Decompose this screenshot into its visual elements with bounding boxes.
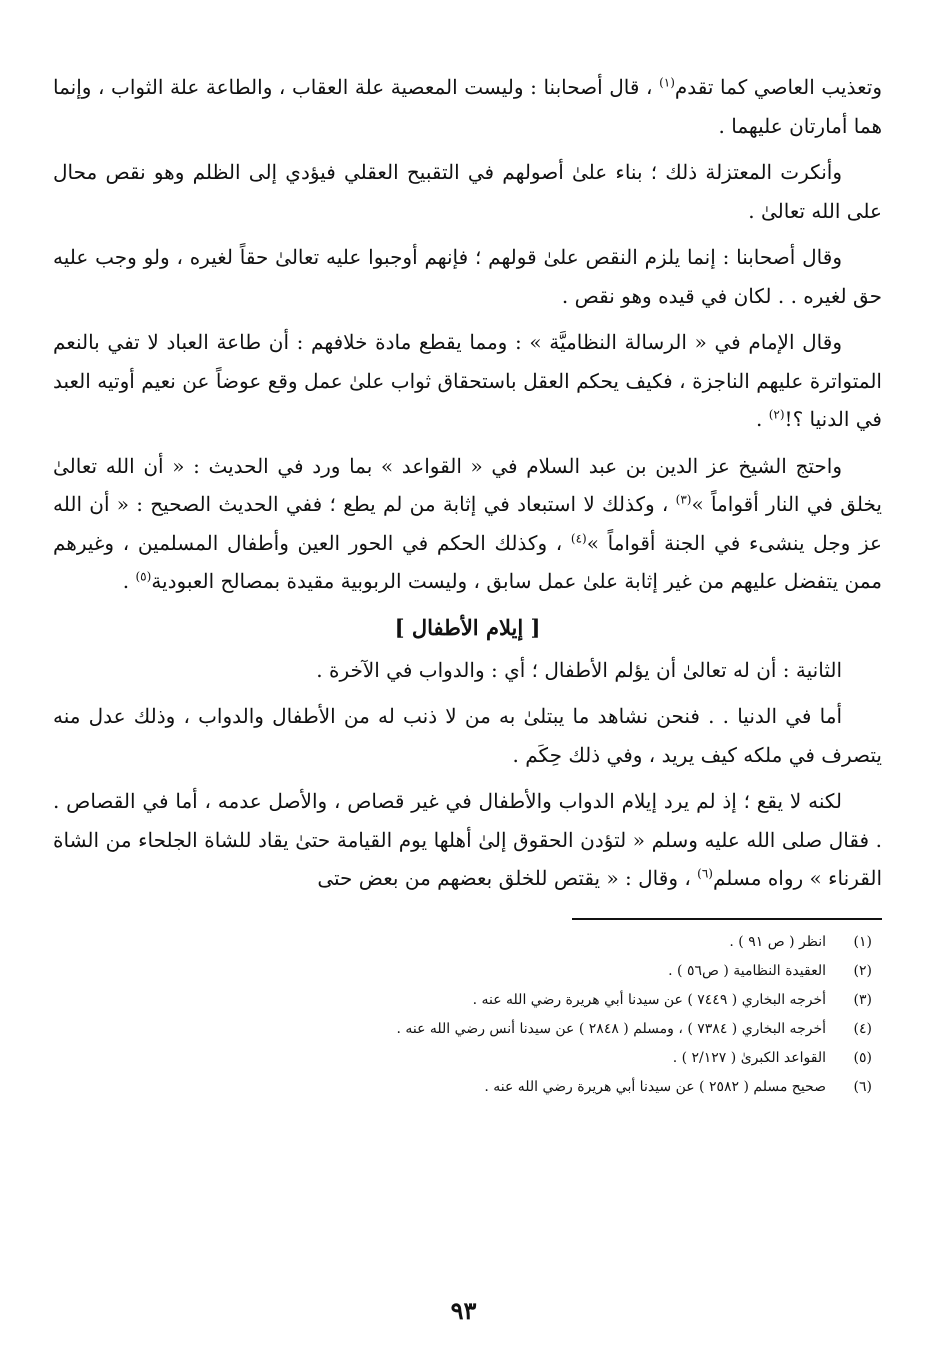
paragraph — [53, 323, 882, 439]
footnote-ref: (٥) — [135, 569, 152, 584]
footnote-item — [53, 957, 882, 986]
paragraph-text: ، وقال : « يقتص للخلق بعضهم من بعض حتى — [317, 866, 698, 890]
footnote-item — [53, 928, 882, 957]
paragraph-text: ، قال أصحابنا : وليست المعصية علة العقاب ، والطاعة علة الثواب ، وإنما هما أمارتان عليهما . — [53, 75, 882, 138]
footnote-number: (٤) — [853, 1020, 872, 1037]
footnote-item — [53, 986, 882, 1015]
footnote-text: انظر ( ص ٩١ ) . — [729, 933, 826, 950]
paragraph — [53, 238, 882, 315]
footnote-item — [53, 1044, 882, 1073]
footnote-ref: (٣) — [675, 492, 692, 507]
paragraph — [53, 68, 882, 145]
paragraph-text: ، وكذلك الحكم في الحور العين وأطفال المسلمين ، وغيرهم ممن يتفضل عليهم من غير إثابة علىٰ عمل سابق ، وليست الربوبية مقيدة بمصالح العبودية — [53, 530, 882, 593]
footnotes — [53, 928, 882, 1102]
section-heading: [ إيلام الأطفال ] — [394, 614, 541, 640]
footnote-number: (٢) — [853, 962, 872, 979]
paragraph — [53, 153, 882, 230]
paragraph — [53, 651, 882, 690]
footnote-number: (٦) — [853, 1078, 872, 1095]
paragraph-text: وقال أصحابنا : إنما يلزم النقص علىٰ قولهم ؛ فإنهم أوجبوا عليه تعالىٰ حقاً لغيره ، ولو وجب عليه حق لغيره . . لكان في قيده وهو نقص . — [53, 245, 882, 308]
footnote-ref: (٦) — [697, 866, 713, 881]
paragraph — [53, 447, 882, 601]
footnote-text: العقيدة النظامية ( ص٥٦ ) . — [668, 962, 826, 979]
paragraph — [53, 782, 882, 898]
paragraph-text: ، وكذلك لا استبعاد في إثابة من لم يطع ؛ ففي الحديث الصحيح : « أن الله عز وجل ينشىء في الجنة أقواماً » — [53, 492, 882, 555]
footnote-text: القواعد الكبرىٰ ( ٢/١٢٧ ) . — [672, 1049, 826, 1066]
paragraph-text: الثانية : أن له تعالىٰ أن يؤلم الأطفال ؛ أي : والدواب في الآخرة . — [316, 657, 842, 682]
paragraph-text: . — [756, 407, 769, 431]
footnote-number: (٣) — [853, 991, 872, 1008]
paragraph — [53, 697, 882, 774]
footnote-divider — [572, 918, 882, 920]
footnote-ref: (٢) — [768, 407, 785, 422]
paragraph-text: . — [122, 569, 136, 593]
footnote-text: صحيح مسلم ( ٢٥٨٢ ) عن سيدنا أبي هريرة رضي الله عنه . — [484, 1078, 826, 1095]
footnote-item — [53, 1015, 882, 1044]
paragraph-text: وأنكرت المعتزلة ذلك ؛ بناء علىٰ أصولهم في التقبيح العقلي فيؤدي إلى الظلم وهو نقص محال على الله تعالىٰ . — [53, 160, 882, 223]
paragraph-text: وتعذيب العاصي كما تقدم — [674, 75, 882, 99]
paragraph-text: وقال الإمام في « الرسالة النظاميَّة » : ومما يقطع مادة خلافهم : أن طاعة العباد لا تفي بالنعم المتواترة عليهم الناجزة ، فكيف يحكم العقل باستحقاق ثواب علىٰ عمل وقع عوضاً عن نعيم أوتيه العبد في الدنيا ؟! — [53, 330, 882, 431]
footnote-text: أخرجه البخاري ( ٧٤٤٩ ) عن سيدنا أبي هريرة رضي الله عنه . — [472, 991, 826, 1008]
paragraph-text: أما في الدنيا . . فنحن نشاهد ما يبتلىٰ به من لا ذنب له من الأطفال والدواب ، وذلك عدل منه يتصرف في ملكه كيف يريد ، وفي ذلك حِكَم . — [53, 704, 882, 767]
footnote-text: أخرجه البخاري ( ٧٣٨٤ ) ، ومسلم ( ٢٨٤٨ ) عن سيدنا أنس رضي الله عنه . — [396, 1020, 826, 1037]
footnote-number: (٥) — [853, 1049, 872, 1066]
footnote-number: (١) — [853, 933, 872, 950]
footnote-ref: (٤) — [570, 530, 587, 545]
paragraph-text: لكنه لا يقع ؛ إذ لم يرد إيلام الدواب والأطفال في غير قصاص ، والأصل عدمه ، أما في القصاص . . فقال صلى الله عليه وسلم « لتؤدن الحقوق إلىٰ أهلها يوم القيامة حتىٰ يقاد للشاة الجلحاء من الشاة القرناء » رواه مسلم — [53, 789, 882, 890]
main-text — [53, 68, 882, 898]
footnote-ref: (١) — [659, 75, 675, 90]
page-number: ٩٣ — [450, 1296, 477, 1325]
footnote-item — [53, 1073, 882, 1102]
paragraph-text: واحتج الشيخ عز الدين بن عبد السلام في « القواعد » بما ورد في الحديث : « أن الله تعالىٰ يخلق في النار أقواماً » — [53, 453, 882, 516]
